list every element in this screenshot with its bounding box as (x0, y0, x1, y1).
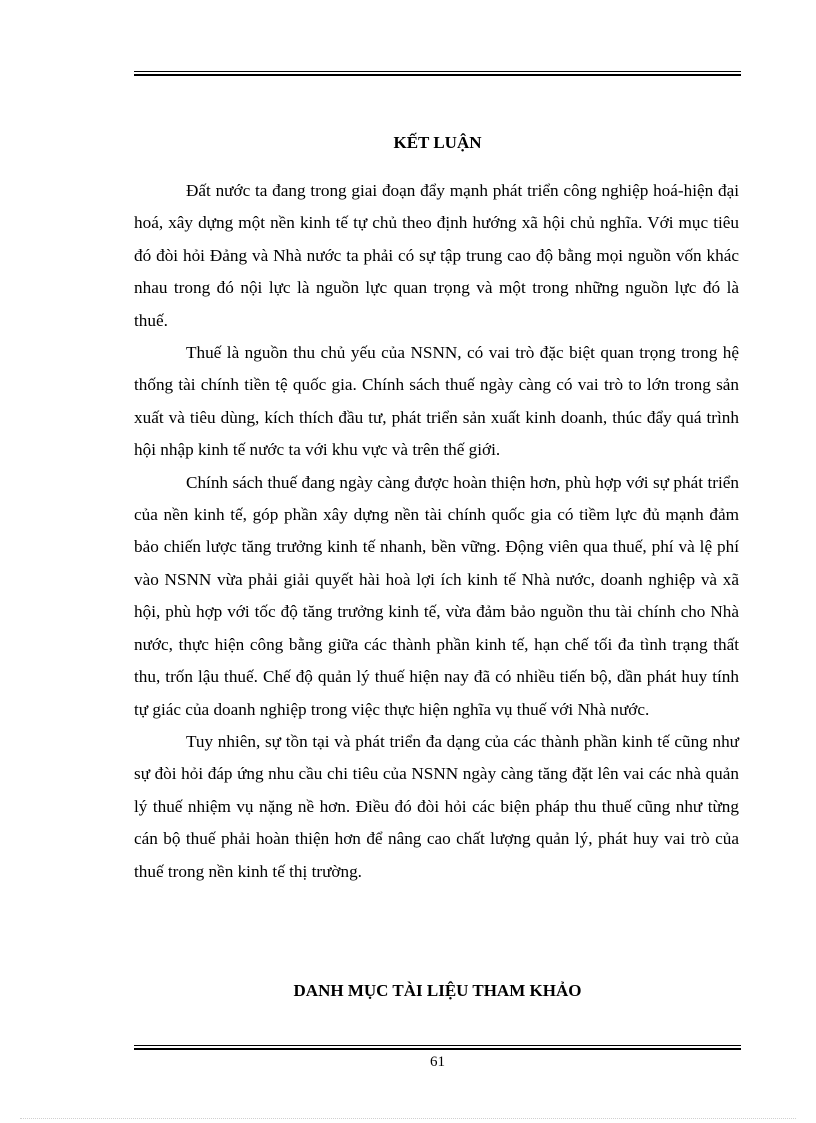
header-rule (134, 71, 741, 76)
paragraph-3: Chính sách thuế đang ngày càng được hoàn thiện hơn, phù hợp với sự phát triển của nền kinh tế, góp phần xây dựng nền tài chính quốc gia có tiềm lực đủ mạnh đảm bảo chiến lược tăng trưởng kinh tế nhanh, bền vững. Động viên qua thuế, phí và lệ phí vào NSNN vừa phải giải quyết hài hoà lợi ích kinh tế Nhà nước, doanh nghiệp và xã hội, phù hợp với tốc độ tăng trưởng kinh tế, vừa đảm bảo nguồn thu tài chính cho Nhà nước, thực hiện công bằng giữa các thành phần kinh tế, hạn chế tối đa tình trạng thất thu, trốn lậu thuế. Chế độ quản lý thuế hiện nay đã có nhiều tiến bộ, dần phát huy tính tự giác của doanh nghiệp trong việc thực hiện nghĩa vụ thuế với Nhà nước. (134, 472, 739, 719)
page-number: 61 (430, 1054, 445, 1070)
footer-rule (134, 1045, 741, 1050)
references-heading: DANH MỤC TÀI LIỆU THAM KHẢO (293, 981, 582, 1000)
conclusion-body (134, 175, 739, 888)
page-edge-divider (20, 1118, 796, 1119)
conclusion-heading: KẾT LUẬN (393, 133, 482, 152)
paragraph-4: Tuy nhiên, sự tồn tại và phát triển đa dạng của các thành phần kinh tế cũng như sự đòi hỏi đáp ứng nhu cầu chi tiêu của NSNN ngày càng tăng đặt lên vai các nhà quản lý thuế nhiệm vụ nặng nề hơn. Điều đó đòi hỏi các biện pháp thu thuế cũng như từng cán bộ thuế phải hoàn thiện hơn để nâng cao chất lượng quản lý, phát huy vai trò của thuế trong nền kinh tế thị trường. (134, 731, 739, 881)
paragraph-2: Thuế là nguồn thu chủ yếu của NSNN, có vai trò đặc biệt quan trọng trong hệ thống tài chính tiền tệ quốc gia. Chính sách thuế ngày càng có vai trò to lớn trong sản xuất và tiêu dùng, kích thích đầu tư, phát triển sản xuất kinh doanh, thúc đẩy quá trình hội nhập kinh tế nước ta với khu vực và trên thế giới. (134, 343, 739, 460)
paragraph-1: Đất nước ta đang trong giai đoạn đẩy mạnh phát triển công nghiệp hoá-hiện đại hoá, xây dựng một nền kinh tế tự chủ theo định hướng xã hội chủ nghĩa. Với mục tiêu đó đòi hỏi Đảng và Nhà nước ta phải có sự tập trung cao độ bằng mọi nguồn vốn khác nhau trong đó nội lực là nguồn lực quan trọng và một trong những nguồn lực đó là thuế. (134, 181, 739, 330)
